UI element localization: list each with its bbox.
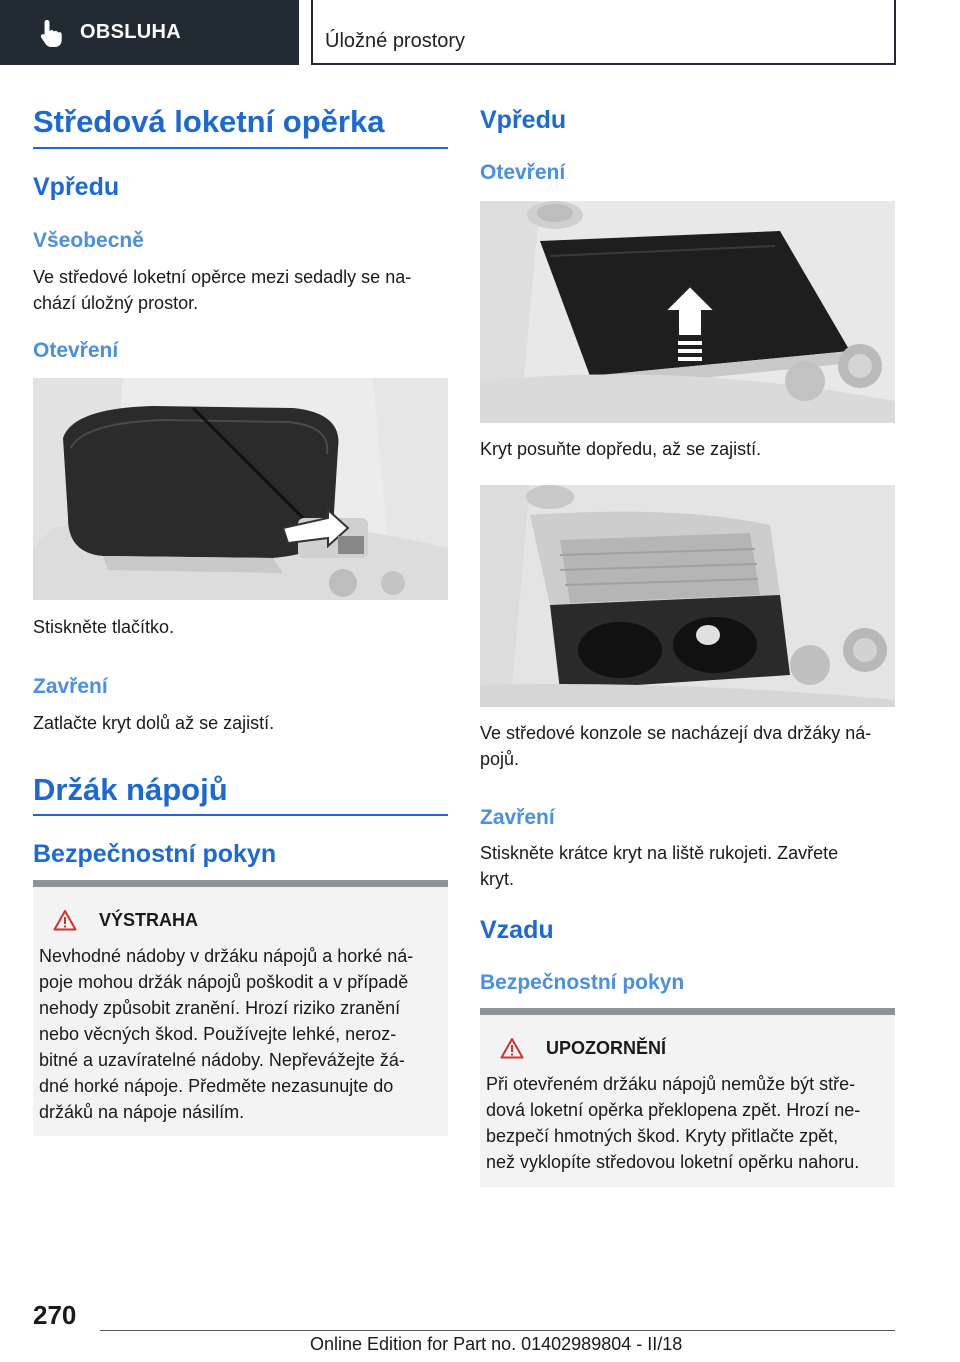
notice-text: Při otevřeném držáku nápojů nemůže být stře- dová loketní opěrka překlopena zpět. Hrozí ne- bezpečí hmotných škod. Kryty přitlačte zpět, než vyklopíte středovou loketní opěrku nahoru. <box>486 1074 861 1172</box>
warning-title: VÝSTRAHA <box>99 909 199 930</box>
warning-header <box>53 909 198 931</box>
heading-safety: Bezpečnostní pokyn <box>33 840 277 868</box>
heading-rule <box>33 814 448 816</box>
heading-rule <box>33 147 448 149</box>
heading-close: Zavření <box>480 806 555 829</box>
section-title: OBSLUHA <box>80 21 181 43</box>
notice-header <box>500 1037 666 1059</box>
heading-armrest: Středová loketní opěrka <box>33 104 385 139</box>
caption-slide: Kryt posuňte dopředu, až se zajistí. <box>480 439 762 459</box>
hand-pointer-icon <box>38 18 66 48</box>
heading-close: Zavření <box>33 675 108 698</box>
notice-title: UPOZORNĚNÍ <box>546 1037 667 1058</box>
heading-rear: Vzadu <box>480 916 554 944</box>
heading-open: Otevření <box>480 161 566 184</box>
heading-cupholder: Držák nápojů <box>33 772 228 807</box>
warning-box <box>33 880 448 1136</box>
heading-front: Vpředu <box>33 173 120 201</box>
armrest-illustration <box>33 378 448 600</box>
section-tab <box>0 0 299 65</box>
footer-edition: Online Edition for Part no. 01402989804 - II/18 <box>310 1334 683 1354</box>
cupholders-illustration <box>480 485 895 707</box>
footer-rule <box>100 1330 895 1331</box>
caption-holders: Ve středové konzole se nacházejí dva držáky ná- pojů. <box>480 723 872 769</box>
console-cover-illustration <box>480 201 895 423</box>
notice-box <box>480 1008 895 1187</box>
heading-front: Vpředu <box>480 106 567 134</box>
paragraph-general: Ve středové loketní opěrce mezi sedadly se na- chází úložný prostor. <box>33 267 412 313</box>
paragraph-close: Stiskněte krátce kryt na liště rukojeti. Zavřete kryt. <box>480 843 839 889</box>
page-number: 270 <box>33 1300 77 1330</box>
subsection-header <box>311 0 896 65</box>
warning-triangle-icon <box>500 1037 524 1059</box>
subsection-title: Úložné prostory <box>325 30 466 52</box>
warning-text: Nevhodné nádoby v držáku nápojů a horké ná- poje mohou držák nápojů poškodit a v případě nehody způsobit zranění. Hrozí riziko zranění nebo věcných škod. Používejte lehké, neroz- bitné a uzavíratelné nádoby. Nepřevážejte žá- dné horké nápoje. Předměte nezasunujte do držáků na nápoje násilím. <box>39 946 414 1122</box>
paragraph-close: Zatlačte kryt dolů až se zajistí. <box>33 713 275 733</box>
heading-safety: Bezpečnostní pokyn <box>480 971 685 994</box>
warning-triangle-icon <box>53 909 77 931</box>
heading-general: Všeobecně <box>33 229 144 252</box>
heading-open: Otevření <box>33 339 119 362</box>
caption-press: Stiskněte tlačítko. <box>33 617 175 637</box>
